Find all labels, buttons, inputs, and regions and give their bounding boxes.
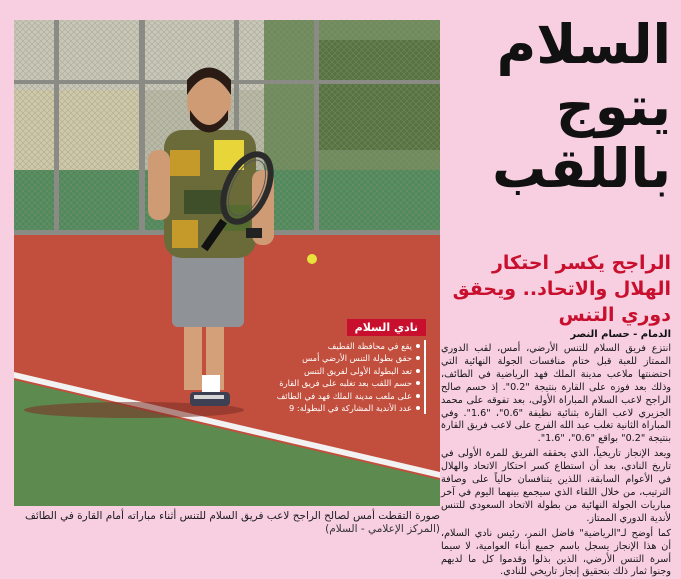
headline-line-2: يتوج [555, 75, 671, 138]
infobox-item: حقق بطولة التنس الأرضي أمس [276, 352, 420, 364]
infobox-title-name: السلام [354, 321, 391, 334]
headline-line-3: باللقب [492, 137, 671, 200]
headline-line-1: السلام [496, 13, 671, 76]
article-body [441, 343, 671, 578]
photo-caption [14, 510, 440, 536]
infobox-item: عدد الأندية المشاركة في البطولة: 9 [276, 402, 420, 414]
body-paragraph: ويعد الإنجاز تاريخياً، الذي يحققه الفريق للمرة الأولى في تاريخ النادي، بعد أن استطاع كسر احتكار الاتحاد والهلال في الأعوام السابقة، اللذين يتنافسان حالياً على وصافة الترتيب، من خلال اللقاء الذي سيجمع بينهما اليوم في آخر مباريات الجولة النهائية من بطولة الاتحاد السعودي للتنس لأندية الدوري الممتاز. [441, 448, 671, 524]
club-infobox [276, 316, 426, 414]
infobox-title-prefix: نادي [394, 321, 418, 334]
infobox-item: حسم اللقب بعد تغلبه على فريق القارة [276, 377, 420, 389]
headline [446, 14, 671, 200]
body-paragraph: كما أوضح لـ"الرياضية" فاضل النمر، رئيس نادي السلام، أن هذا الإنجاز يسجل باسم جميع أبناء العوامية، لا سيما أسرة التنس الأرضي، الذين بذلوا وقدموا كل ما لديهم وجنوا ثمار ذلك بتحقيق إنجاز تاريخي للنادي. [441, 527, 671, 578]
caption-text: صورة التقطت أمس لصالح الراجح لاعب فريق السلام للتنس أثناء مباراته أمام القارة في الطائف [25, 510, 440, 522]
infobox-item: يقع في محافظة القطيف [276, 340, 420, 352]
infobox-list [276, 340, 426, 414]
body-paragraph: انتزع فريق السلام للتنس الأرضي، أمس، لقب الدوري الممتاز للعبة قبل ختام منافسات الجولة النهائية التي احتضنتها ملاعب مدينة الملك فهد الرياضية في الطائف، وذلك بعد فوزه على القارة بنتيجة "0.2". إذ حسم صالح الراجح لاعب السلام المباراة الأولى، بعد تفوقه على محمد الجزيري لاعب القارة بثنائية نظيفة "0.6"، "1.6". وفي المباراة الثانية تغلب عبد الله الفرج على لاعب فريق القارة بنتيجة "0.2" بواقع "0.6"، "1.6". [441, 343, 671, 445]
infobox-item: على ملعب مدينة الملك فهد في الطائف [276, 390, 420, 402]
tennis-player-photo [14, 20, 440, 506]
article-photo [14, 20, 440, 506]
byline: الدمام - حسام النصر [570, 329, 671, 340]
infobox-item: تعد البطولة الأولى لفريق التنس [276, 365, 420, 377]
infobox-title [347, 319, 426, 336]
subheadline: الراجح يكسر احتكار الهلال والاتحاد.. ويحقق دوري التنس [452, 252, 671, 326]
caption-credit: (المركز الإعلامي - السلام) [325, 523, 440, 535]
